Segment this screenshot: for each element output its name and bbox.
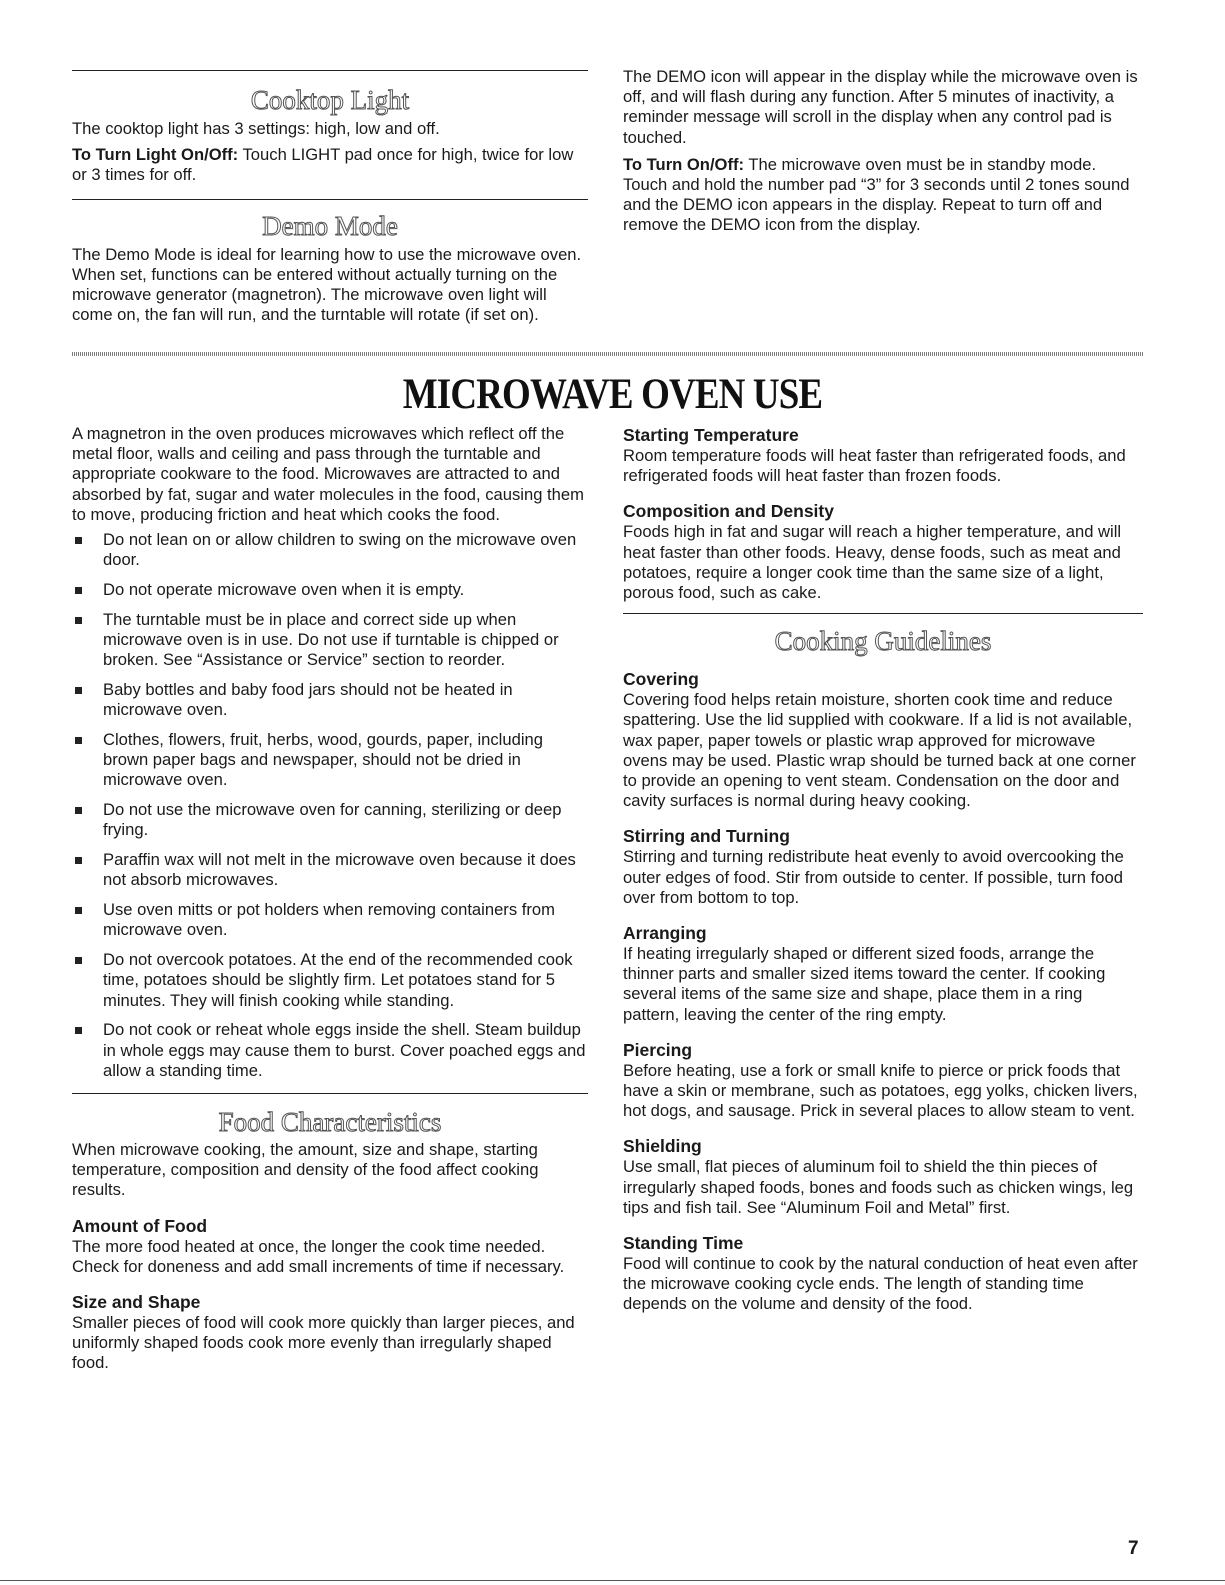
- composition-density-text: Foods high in fat and sugar will reach a higher temperature, and will heat faster than other foods. Heavy, dense foods, such as meat and potatoes, require a longer cook time than the same size of a light, porous food, such as cake.: [623, 522, 1122, 603]
- bottom-right-column: [623, 424, 1143, 1315]
- starting-temperature-title: Starting Temperature: [623, 425, 799, 445]
- section-divider: [623, 613, 1143, 614]
- bottom-left-column: [72, 424, 588, 1374]
- demo-mode-intro: The Demo Mode is ideal for learning how to use the microwave oven. When set, functions can be entered without actually turning on the microwave generator (magnetron). The microwave oven light will come on, the fan will run, and the turntable will rotate (if set on).: [72, 244, 582, 325]
- page-number: 7: [1128, 1538, 1139, 1559]
- list-item: Baby bottles and baby food jars should not be heated in microwave oven.: [72, 680, 588, 720]
- top-left-column: [72, 70, 588, 325]
- amount-of-food-title: Amount of Food: [72, 1215, 208, 1236]
- cooktop-light-instruction-text: Touch LIGHT pad once for high, twice for low or 3 times for off.: [72, 145, 574, 185]
- list-item: Do not lean on or allow children to swing on the microwave oven door.: [72, 530, 588, 570]
- covering-title: Covering: [623, 669, 699, 690]
- list-item: Paraffin wax will not melt in the microwave oven because it does not absorb microwaves.: [72, 850, 588, 890]
- stirring-turning-title: Stirring and Turning: [623, 826, 790, 847]
- food-characteristics-intro: When microwave cooking, the amount, size and shape, starting temperature, composition and density of the food affect cooking results.: [72, 1140, 539, 1200]
- dotted-divider: [72, 352, 1144, 356]
- food-characteristics-heading: Food Characteristics: [218, 1107, 442, 1138]
- cooktop-light-heading: Cooktop Light: [250, 85, 410, 115]
- demo-mode-instruction: [623, 155, 1143, 236]
- cooktop-light-instruction: [72, 145, 588, 185]
- list-item: The turntable must be in place and correct side up when microwave oven is in use. Do not use if turntable is chipped or broken. See “Assistance or Service” section to reorder.: [72, 610, 588, 671]
- safety-bullet-list: [72, 530, 588, 1081]
- list-item: Do not cook or reheat whole eggs inside the shell. Steam buildup in whole eggs may cause them to burst. Cover poached eggs and allow a standing time.: [72, 1020, 588, 1081]
- list-item: Use oven mitts or pot holders when removing containers from microwave oven.: [72, 900, 588, 940]
- cooktop-light-instruction-label: To Turn Light On/Off:: [72, 145, 239, 165]
- intro-paragraph: A magnetron in the oven produces microwaves which reflect off the metal floor, walls and ceiling and pass through the turntable and appropriate cookware to the food. Microwaves are attracted to and absorbed by fat, sugar and water molecules in the food, causing them to move, producing friction and heat which cooks the food.: [72, 424, 584, 524]
- demo-mode-heading: Demo Mode: [262, 210, 398, 241]
- covering-text: Covering food helps retain moisture, shorten cook time and reduce spattering. Use the lid supplied with cookware. If a lid is not available, wax paper, paper towels or plastic wrap approved for microwave ovens may be used. Plastic wrap should be turned back at one corner to provide an opening to vent steam. Condensation on the door and cavity surfaces is normal during heavy cooking.: [623, 690, 1136, 811]
- shielding-text: Use small, flat pieces of aluminum foil to shield the thin pieces of irregularly shaped foods, bones and foods such as chicken wings, leg tips and fish tail. See “Aluminum Foil and Metal” first.: [623, 1157, 1134, 1217]
- page-bottom-edge: [0, 1580, 1225, 1581]
- section-divider: [72, 199, 588, 200]
- composition-density-title: Composition and Density: [623, 501, 834, 522]
- demo-mode-instruction-label: To Turn On/Off:: [623, 154, 745, 174]
- page-title: MICROWAVE OVEN USE: [402, 371, 823, 418]
- demo-icon-text: The DEMO icon will appear in the display while the microwave oven is off, and will flash during any function. After 5 minutes of inactivity, a reminder message will scroll in the display when any control pad is touched.: [623, 67, 1138, 147]
- piercing-text: Before heating, use a fork or small knife to pierce or prick foods that have a skin or membrane, such as potatoes, egg yolks, chicken livers, hot dogs, and sausage. Prick in several places to allow steam to vent.: [623, 1060, 1138, 1121]
- arranging-title: Arranging: [623, 923, 707, 944]
- stirring-turning-text: Stirring and turning redistribute heat evenly to avoid overcooking the outer edges of food. Stir from outside to center. If possible, turn food over from bottom to top.: [623, 847, 1124, 907]
- standing-time-title: Standing Time: [623, 1233, 744, 1254]
- list-item: Do not overcook potatoes. At the end of the recommended cook time, potatoes should be slightly firm. Let potatoes stand for 5 minutes. They will finish cooking while standing.: [72, 950, 588, 1011]
- demo-mode-instruction-text: The microwave oven must be in standby mode. Touch and hold the number pad “3” for 3 seconds until 2 tones sound and the DEMO icon appears in the display. Repeat to turn off and remove the DEMO icon from the display.: [623, 154, 1130, 235]
- top-right-column: [623, 67, 1143, 236]
- piercing-title: Piercing: [623, 1039, 693, 1060]
- cooktop-light-intro: The cooktop light has 3 settings: high, low and off.: [72, 119, 440, 138]
- list-item: Do not use the microwave oven for canning, sterilizing or deep frying.: [72, 800, 588, 840]
- section-divider: [72, 1093, 588, 1094]
- standing-time-text: Food will continue to cook by the natural conduction of heat even after the microwave cooking cycle ends. The length of standing time depends on the volume and density of the food.: [623, 1254, 1138, 1314]
- size-and-shape-title: Size and Shape: [72, 1292, 201, 1313]
- starting-temperature-text: Room temperature foods will heat faster than refrigerated foods, and refrigerated foods will heat faster than frozen foods.: [623, 446, 1126, 486]
- list-item: Do not operate microwave oven when it is empty.: [72, 580, 588, 600]
- arranging-text: If heating irregularly shaped or different sized foods, arrange the thinner parts and smaller sized items toward the center. If cooking several items of the same size and shape, place them in a ring pattern, leaving the center of the ring empty.: [623, 944, 1106, 1024]
- section-divider: [72, 70, 588, 71]
- amount-of-food-text: The more food heated at once, the longer the cook time needed. Check for doneness and add small increments of time if necessary.: [72, 1236, 565, 1276]
- cooking-guidelines-heading: Cooking Guidelines: [774, 626, 992, 657]
- size-and-shape-text: Smaller pieces of food will cook more quickly than larger pieces, and uniformly shaped foods cook more evenly than irregularly shaped food.: [72, 1313, 575, 1373]
- list-item: Clothes, flowers, fruit, herbs, wood, gourds, paper, including brown paper bags and newspaper, should not be dried in microwave oven.: [72, 730, 588, 791]
- shielding-title: Shielding: [623, 1136, 702, 1157]
